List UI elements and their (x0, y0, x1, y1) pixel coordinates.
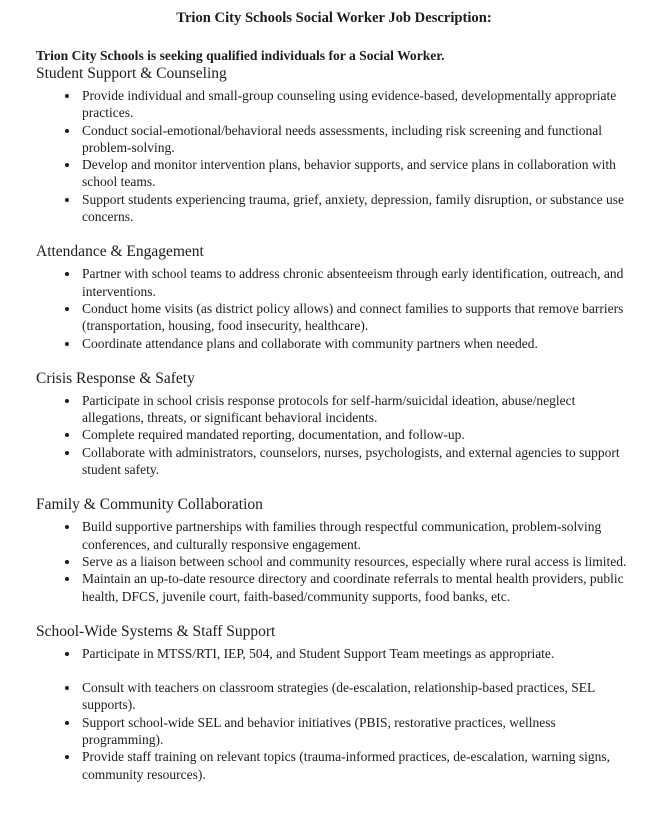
section-heading: Attendance & Engagement (36, 243, 204, 261)
bullet-item: • Serve as a liaison between school and community resources, especially where rural access is limited. (80, 553, 632, 570)
bullet-item: • Complete required mandated reporting, documentation, and follow-up. (80, 426, 632, 443)
section-attendance-engagement (36, 242, 632, 351)
bullet-item: • Participate in school crisis response protocols for self-harm/suicidal ideation, abuse/neglect allegations, threats, or significant behavioral incidents. (80, 392, 632, 427)
bullet-item: • Support students experiencing trauma, grief, anxiety, depression, family disruption, or substance use concerns. (80, 191, 632, 226)
bullet-list (36, 87, 632, 225)
section-crisis-response-safety (36, 369, 632, 478)
bullet-item: • Conduct home visits (as district policy allows) and connect families to supports that remove barriers (transportation, housing, food insecurity, healthcare). (80, 300, 632, 335)
bullet-item: • Consult with teachers on classroom strategies (de-escalation, relationship-based practices, SEL supports). (80, 679, 632, 714)
bullet-list (36, 392, 632, 478)
section-heading: Crisis Response & Safety (36, 369, 195, 387)
bullet-item: • Coordinate attendance plans and collaborate with community partners when needed. (80, 335, 632, 352)
bullet-list (36, 645, 632, 783)
section-heading: Family & Community Collaboration (36, 496, 263, 514)
intro-line: Trion City Schools is seeking qualified individuals for a Social Worker. (36, 48, 445, 63)
section-heading: Student Support & Counseling (36, 65, 227, 82)
bullet-item: • Provide staff training on relevant topics (trauma-informed practices, de-escalation, warning signs, community resources). (80, 748, 632, 783)
bullet-item: • Partner with school teams to address chronic absenteeism through early identification, outreach, and interventions. (80, 265, 632, 300)
bullet-item: • Develop and monitor intervention plans, behavior supports, and service plans in collaboration with school teams. (80, 156, 632, 191)
bullet-item: • Provide individual and small-group counseling using evidence-based, developmentally appropriate practices. (80, 87, 632, 122)
bullet-item: • Support school-wide SEL and behavior initiatives (PBIS, restorative practices, wellness programming). (80, 714, 632, 749)
section-family-community-collaboration (36, 495, 632, 604)
bullet-item: • Participate in MTSS/RTI, IEP, 504, and Student Support Team meetings as appropriate. (80, 645, 632, 662)
section-student-support-counseling (36, 64, 632, 225)
document-title: Trion City Schools Social Worker Job Description: (176, 10, 492, 26)
section-school-wide-systems-staff-support (36, 622, 632, 783)
bullet-list (36, 518, 632, 604)
bullet-item: • Collaborate with administrators, counselors, nurses, psychologists, and external agencies to support student safety. (80, 444, 632, 479)
bullet-list (36, 265, 632, 351)
bullet-item: • Conduct social-emotional/behavioral needs assessments, including risk screening and functional problem-solving. (80, 122, 632, 157)
bullet-item: • Maintain an up-to-date resource directory and coordinate referrals to mental health providers, public health, DFCS, juvenile court, faith-based/community supports, food banks, etc. (80, 570, 632, 605)
bullet-item: • Build supportive partnerships with families through respectful communication, problem-solving conferences, and culturally responsive engagement. (80, 518, 632, 553)
section-heading: School-Wide Systems & Staff Support (36, 622, 276, 640)
